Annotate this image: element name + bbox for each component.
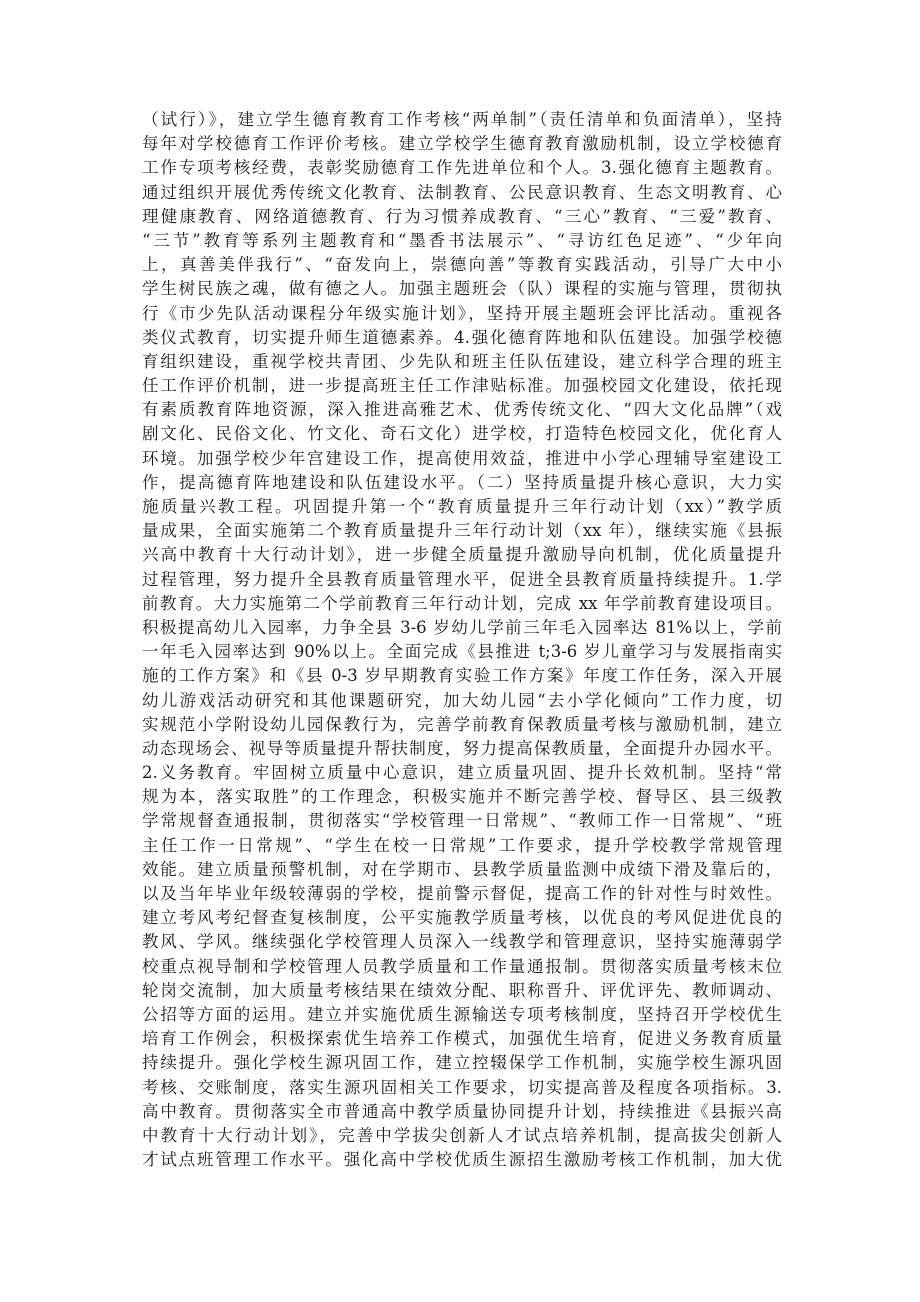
text-line: 规为本，落实取胜”的工作理念，积极实施并不断完善学校、督导区、县三级教 [142,787,782,807]
text-line: 理健康教育、网络道德教育、行为习惯养成教育、“三心”教育、“三爱”教育、 [142,206,782,226]
text-line: 量成果，全面实施第二个教育质量提升三年行动计划（xx 年），继续实施《县振 [142,521,782,541]
text-line: 幼儿游戏活动研究和其他课题研究，加大幼儿园“去小学化倾向”工作力度，切 [142,690,782,710]
text-line: 作，提高德育阵地建设和队伍建设水平。（二）坚持质量提升核心意识，大力实 [142,472,782,492]
text-line: 实规范小学附设幼儿园保教行为，完善学前教育保教质量考核与激励机制，建立 [142,714,782,734]
text-line: “三节”教育等系列主题教育和“墨香书法展示”、“寻访红色足迹”、“少年向 [142,230,782,250]
text-line: 中教育十大行动计划》，完善中学拔尖创新人才试点培养机制，提高拔尖创新人 [142,1125,782,1145]
text-line: 校重点视导制和学校管理人员教学质量和工作量通报制。贯彻落实质量考核末位 [142,956,782,976]
text-line: 育组织建设，重视学校共青团、少先队和班主任队伍建设，建立科学合理的班主 [142,351,782,371]
text-line: 主任工作一日常规”、“学生在校一日常规”工作要求，提升学校教学常规管理 [142,835,782,855]
text-line: 类仪式教育，切实提升师生道德素养。4.强化德育阵地和队伍建设。加强学校德 [142,327,782,347]
text-line: 教风、学风。继续强化学校管理人员深入一线教学和管理意识，坚持实施薄弱学 [142,932,782,952]
text-line: 过程管理，努力提升全县教育质量管理水平，促进全县教育质量持续提升。1.学 [142,569,782,589]
text-line: 学生树民族之魂，做有德之人。加强主题班会（队）课程的实施与管理，贯彻执 [142,279,782,299]
text-line: 积极提高幼儿入园率，力争全县 3-6 岁幼儿学前三年毛入园率达 81%以上，学前 [142,617,782,637]
text-line: 公招等方面的运用。建立并实施优质生源输送专项考核制度，坚持召开学校优生 [142,1004,782,1024]
text-line: 工作专项考核经费，表彰奖励德育工作先进单位和个人。3.强化德育主题教育。 [142,158,782,178]
text-line: 学常规督查通报制，贯彻落实“学校管理一日常规”、“教师工作一日常规”、“班 [142,811,782,831]
text-line: 上，真善美伴我行”、“奋发向上，崇德向善”等教育实践活动，引导广大中小 [142,255,782,275]
text-line: 才试点班管理工作水平。强化高中学校优质生源招生激励考核工作机制，加大优 [142,1150,782,1170]
text-line: 建立考风考纪督查复核制度，公平实施教学质量考核，以优良的考风促进优良的 [142,908,782,928]
text-line: 行《市少先队活动课程分年级实施计划》，坚持开展主题班会评比活动。重视各 [142,303,782,323]
text-line: 2.义务教育。牢固树立质量中心意识，建立质量巩固、提升长效机制。坚持“常 [142,763,782,783]
text-line: 轮岗交流制，加大质量考核结果在绩效分配、职称晋升、评优评先、教师调动、 [142,980,782,1000]
text-line: 高中教育。贯彻落实全市普通高中教学质量协同提升计划，持续推进《县振兴高 [142,1101,782,1121]
text-line: 施的工作方案》和《县 0-3 岁早期教育实验工作方案》年度工作任务，深入开展 [142,666,782,686]
text-line: 效能。建立质量预警机制，对在学期市、县教学质量监测中成绩下滑及靠后的， [142,859,782,879]
text-line: 任工作评价机制，进一步提高班主任工作津贴标准。加强校园文化建设，依托现 [142,376,782,396]
text-line: 考核、交账制度，落实生源巩固相关工作要求，切实提高普及程度各项指标。3. [142,1077,782,1097]
text-line: 培育工作例会，积极探索优生培养工作模式，加强优生培育，促进义务教育质量 [142,1029,782,1049]
text-line: （试行）》，建立学生德育教育工作考核“两单制”（责任清单和负面清单），坚持 [142,110,782,129]
text-line: 有素质教育阵地资源，深入推进高雅艺术、优秀传统文化、“四大文化品牌”（戏 [142,400,782,420]
text-line: 每年对学校德育工作评价考核。建立学校学生德育教育激励机制，设立学校德育 [142,134,782,154]
text-line: 持续提升。强化学校生源巩固工作，建立控辍保学工作机制，实施学校生源巩固 [142,1053,782,1073]
document-body [142,108,782,1172]
text-line: 以及当年毕业年级较薄弱的学校，提前警示督促，提高工作的针对性与时效性。 [142,884,782,903]
text-line: 动态现场会、视导等质量提升帮扶制度，努力提高保教质量，全面提升办园水平。 [142,738,782,758]
text-line: 通过组织开展优秀传统文化教育、法制教育、公民意识教育、生态文明教育、心 [142,182,782,202]
text-line: 剧文化、民俗文化、竹文化、奇石文化）进学校，打造特色校园文化，优化育人 [142,424,782,444]
text-line: 一年毛入园率达到 90%以上。全面完成《县推进 t;3-6 岁儿童学习与发展指南实 [142,642,782,662]
text-line: 前教育。大力实施第二个学前教育三年行动计划，完成 xx 年学前教育建设项目。 [142,593,782,613]
text-line: 施质量兴教工程。巩固提升第一个“教育质量提升三年行动计划（xx）”教学质 [142,497,782,516]
text-line: 环境。加强学校少年宫建设工作，提高使用效益，推进中小学心理辅导室建设工 [142,448,782,468]
text-line: 兴高中教育十大行动计划》，进一步健全质量提升激励导向机制，优化质量提升 [142,545,782,565]
